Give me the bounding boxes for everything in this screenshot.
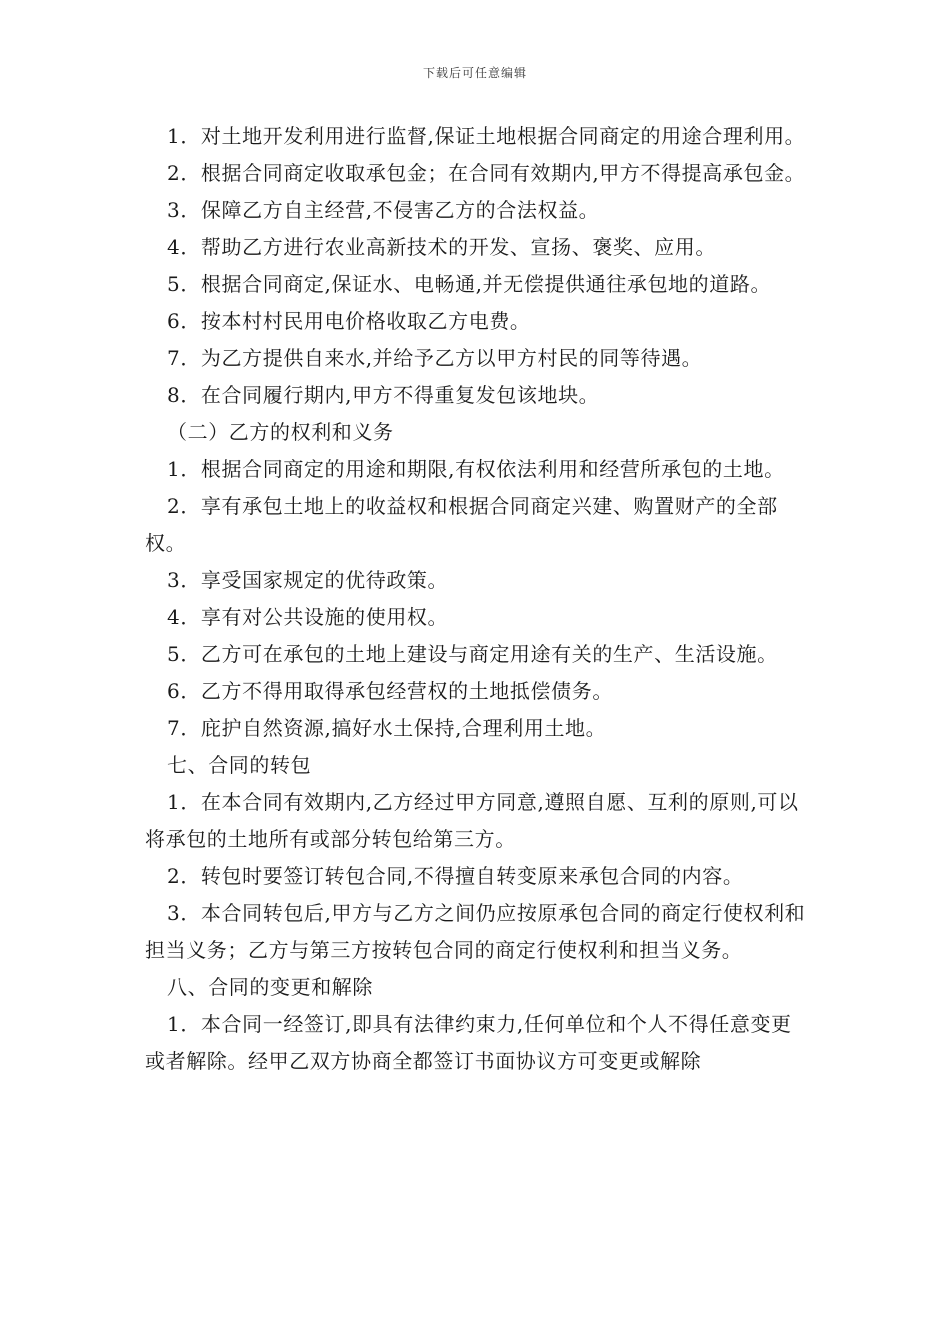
paragraph: 6．乙方不得用取得承包经营权的土地抵偿债务。 bbox=[167, 679, 613, 703]
paragraph: 3．本合同转包后,甲方与乙方之间仍应按原承包合同的商定行使权利和担当义务；乙方与第三方按转包合同的商定行使权利和担当义务。 bbox=[145, 901, 806, 962]
paragraph: 4．帮助乙方进行农业高新技术的开发、宣扬、褒奖、应用。 bbox=[167, 235, 716, 259]
section-heading: 八、合同的变更和解除 bbox=[167, 975, 373, 999]
paragraph: 1．根据合同商定的用途和期限,有权依法利用和经营所承包的土地。 bbox=[167, 457, 785, 481]
paragraph: 3．享受国家规定的优待政策。 bbox=[167, 568, 449, 592]
paragraph: 1．在本合同有效期内,乙方经过甲方同意,遵照自愿、互利的原则,可以将承包的土地所有或部分转包给第三方。 bbox=[145, 790, 799, 851]
section-heading: 七、合同的转包 bbox=[167, 753, 312, 777]
paragraph: 2．根据合同商定收取承包金；在合同有效期内,甲方不得提高承包金。 bbox=[167, 161, 806, 185]
paragraph: 8．在合同履行期内,甲方不得重复发包该地块。 bbox=[167, 383, 600, 407]
paragraph: 7．庇护自然资源,搞好水土保持,合理利用土地。 bbox=[167, 716, 607, 740]
document-body bbox=[145, 118, 810, 1080]
paragraph: 7．为乙方提供自来水,并给予乙方以甲方村民的同等待遇。 bbox=[167, 346, 703, 370]
paragraph: 4．享有对公共设施的使用权。 bbox=[167, 605, 449, 629]
paragraph: 5．乙方可在承包的土地上建设与商定用途有关的生产、生活设施。 bbox=[167, 642, 778, 666]
paragraph: 6．按本村村民用电价格收取乙方电费。 bbox=[167, 309, 531, 333]
paragraph: 2．转包时要签订转包合同,不得擅自转变原来承包合同的内容。 bbox=[167, 864, 744, 888]
paragraph: 5．根据合同商定,保证水、电畅通,并无偿提供通往承包地的道路。 bbox=[167, 272, 772, 296]
paragraph: 2．享有承包土地上的收益权和根据合同商定兴建、购置财产的全部权。 bbox=[145, 494, 778, 555]
paragraph: 3．保障乙方自主经营,不侵害乙方的合法权益。 bbox=[167, 198, 600, 222]
paragraph: 1．对土地开发利用进行监督,保证土地根据合同商定的用途合理利用。 bbox=[167, 124, 806, 148]
section-heading: （二）乙方的权利和义务 bbox=[167, 420, 394, 444]
page-header: 下载后可任意编辑 bbox=[422, 66, 527, 80]
paragraph: 1．本合同一经签订,即具有法律约束力,任何单位和个人不得任意变更或者解除。经甲乙双方协商全都签订书面协议方可变更或解除 bbox=[145, 1012, 792, 1073]
